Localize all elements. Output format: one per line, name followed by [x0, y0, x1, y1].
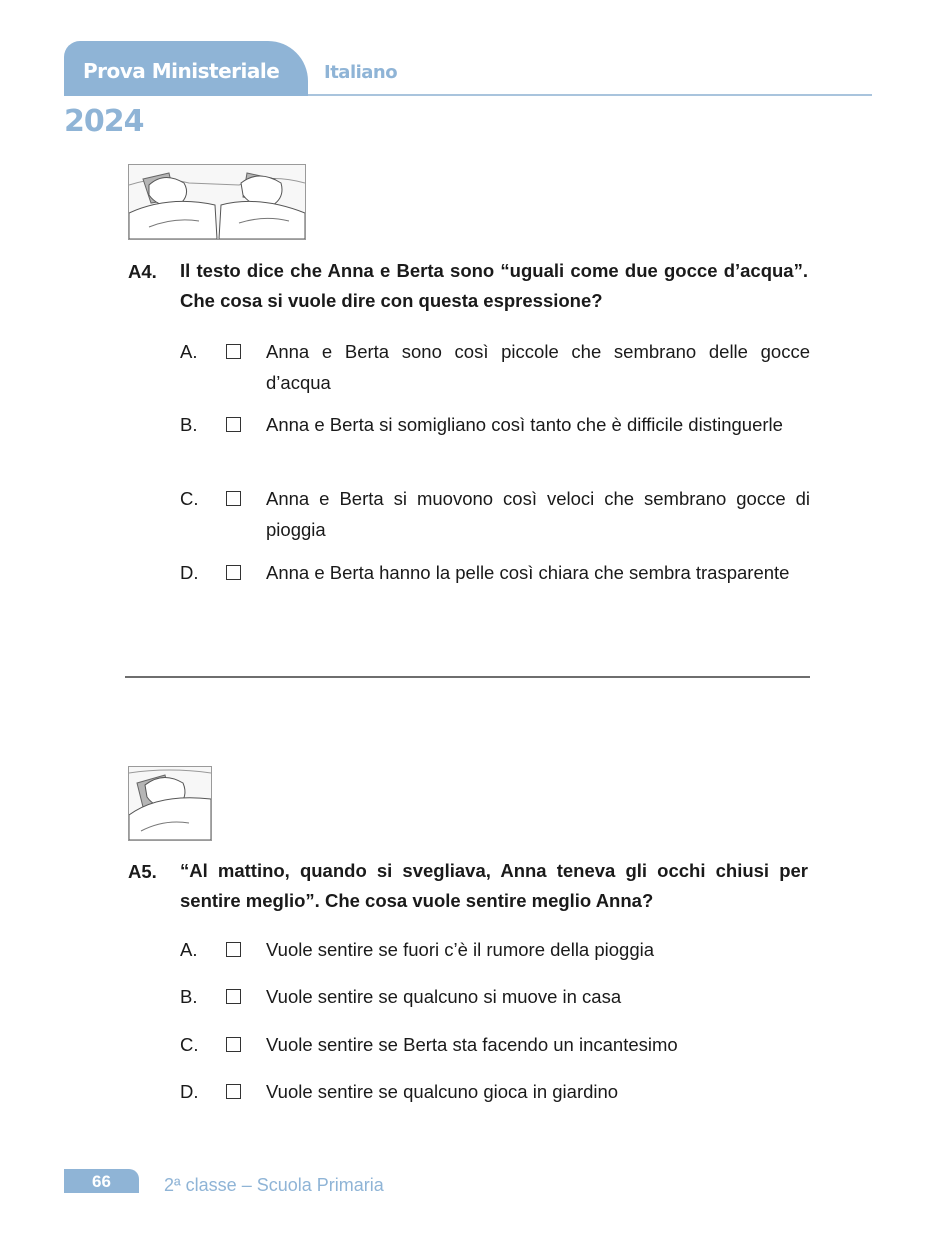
option-text: Anna e Berta si somigliano così tanto che è difficile distinguerle: [266, 414, 783, 435]
option-letter: A.: [180, 939, 198, 960]
option-letter: A.: [180, 341, 198, 362]
empty-checkbox-icon[interactable]: [226, 491, 241, 506]
question-number: A4.: [128, 261, 157, 282]
option-letter: D.: [180, 562, 199, 583]
option-text: Vuole sentire se fuori c’è il rumore della pioggia: [266, 939, 655, 960]
illustration-one-girl-sleeping: [128, 766, 212, 841]
subject-label: Italiano: [324, 62, 398, 83]
header-title: Prova Ministeriale: [83, 59, 280, 83]
section-divider: [125, 676, 810, 678]
option-letter: C.: [180, 1034, 199, 1055]
option-letter: C.: [180, 488, 199, 509]
option-text: Anna e Berta sono così piccole che sembrano delle gocce d’acqua: [266, 341, 810, 393]
year-label: 2024: [64, 104, 144, 139]
header-rule: [308, 94, 872, 96]
question-text: Il testo dice che Anna e Berta sono “uguali come due gocce d’acqua”. Che cosa si vuole dire con questa espressione?: [180, 260, 808, 311]
option-text: Vuole sentire se Berta sta facendo un incantesimo: [266, 1034, 678, 1055]
empty-checkbox-icon[interactable]: [226, 989, 241, 1004]
option-letter: D.: [180, 1081, 199, 1102]
option-text: Vuole sentire se qualcuno gioca in giardino: [266, 1081, 619, 1102]
illustration-two-girls-sleeping: [128, 164, 306, 240]
question-text: “Al mattino, quando si svegliava, Anna teneva gli occhi chiusi per sentire meglio”. Che cosa vuole sentire meglio Anna?: [180, 860, 808, 911]
option-letter: B.: [180, 414, 198, 435]
option-text: Anna e Berta hanno la pelle così chiara che sembra trasparente: [266, 562, 790, 583]
header-tab: [64, 41, 308, 96]
page-number: 66: [92, 1172, 111, 1191]
footer-text: 2ª classe – Scuola Primaria: [164, 1175, 384, 1195]
empty-checkbox-icon[interactable]: [226, 565, 241, 580]
option-text: Anna e Berta si muovono così veloci che sembrano gocce di pioggia: [266, 488, 810, 540]
empty-checkbox-icon[interactable]: [226, 1037, 241, 1052]
option-letter: B.: [180, 986, 198, 1007]
question-number: A5.: [128, 861, 157, 882]
empty-checkbox-icon[interactable]: [226, 1084, 241, 1099]
empty-checkbox-icon[interactable]: [226, 942, 241, 957]
empty-checkbox-icon[interactable]: [226, 417, 241, 432]
page-number-tab: [64, 1169, 139, 1193]
empty-checkbox-icon[interactable]: [226, 344, 241, 359]
option-text: Vuole sentire se qualcuno si muove in casa: [266, 986, 622, 1007]
